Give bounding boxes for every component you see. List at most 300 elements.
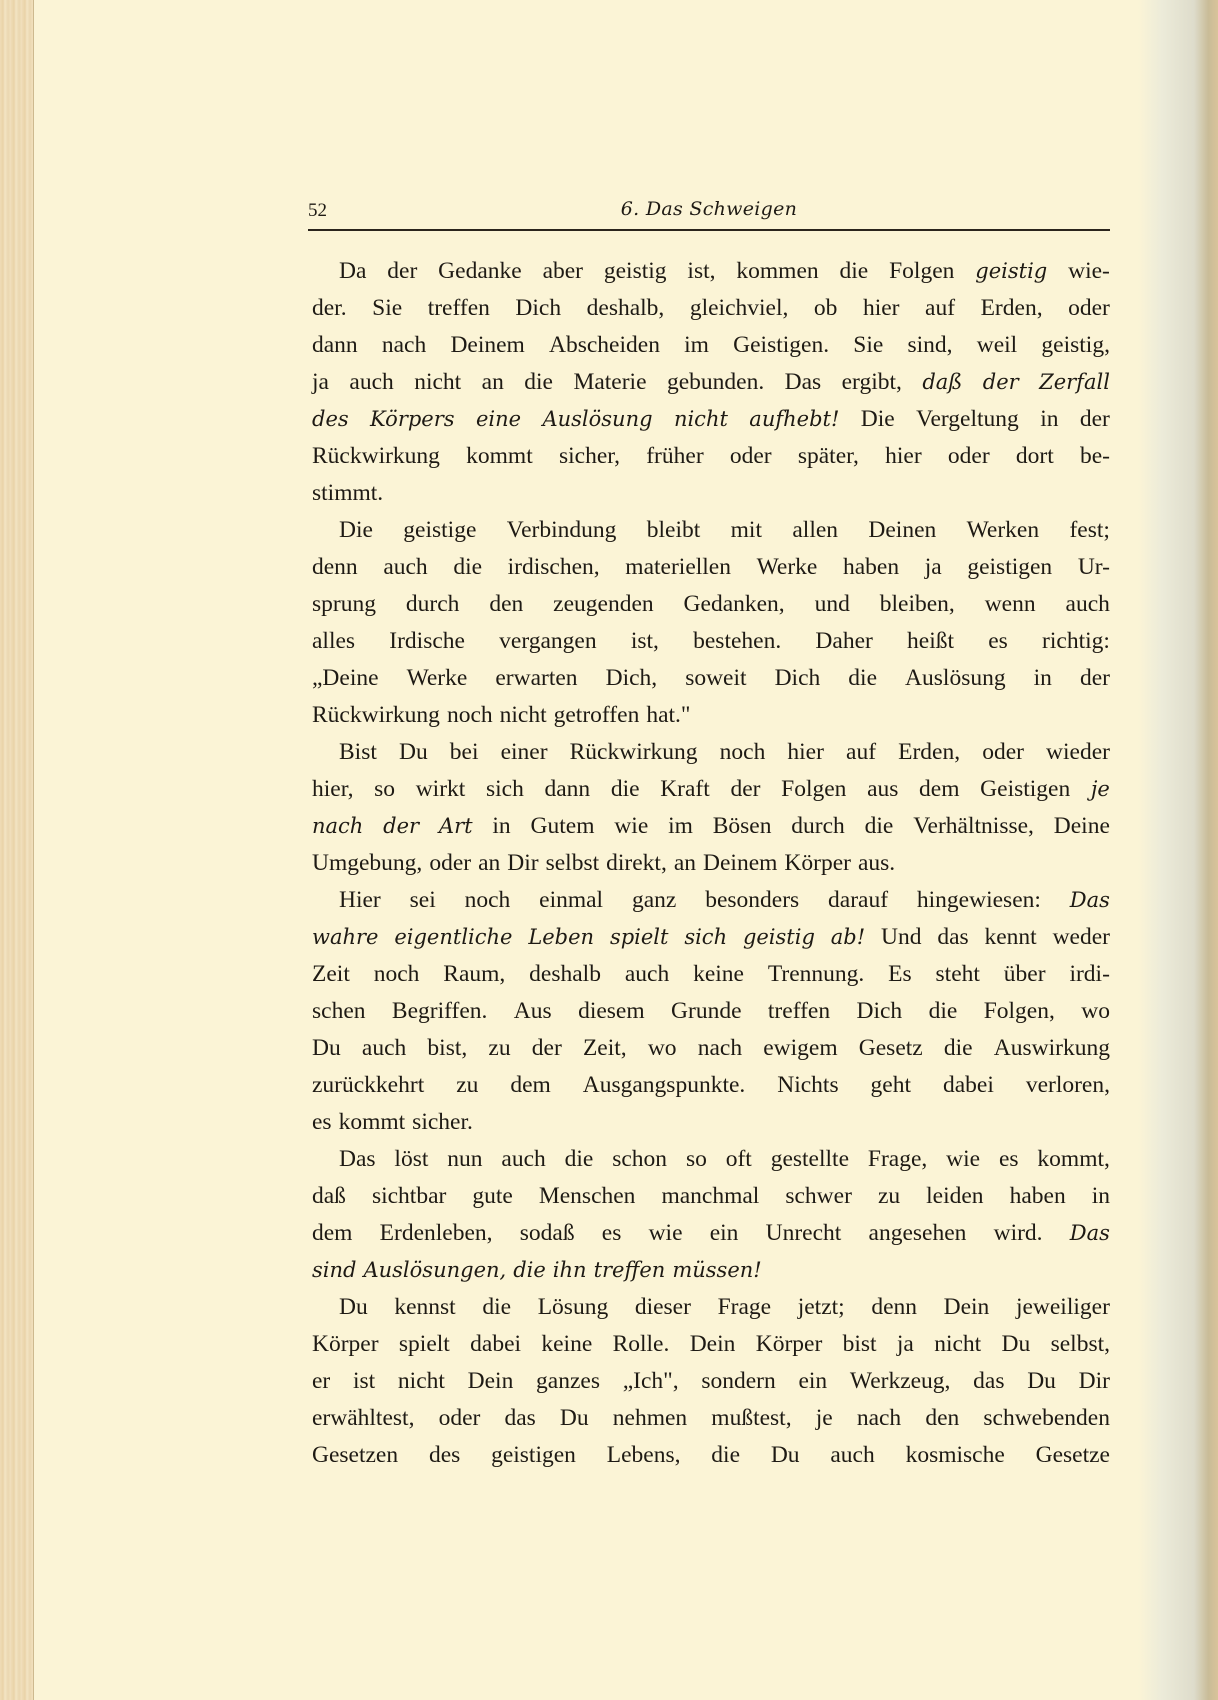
text: erwarten xyxy=(495,665,578,691)
text: direkt, xyxy=(606,850,667,876)
word xyxy=(447,697,493,734)
word xyxy=(536,1363,600,1400)
word xyxy=(508,549,600,586)
word xyxy=(660,771,710,808)
word xyxy=(705,882,799,919)
text: Ausgangspunkte. xyxy=(582,1072,746,1098)
text: auf xyxy=(846,739,877,765)
text: geistigen xyxy=(491,1442,576,1468)
text: wo xyxy=(1081,998,1110,1024)
word xyxy=(985,586,1036,623)
word xyxy=(553,586,653,623)
word xyxy=(646,438,703,475)
text: treffen xyxy=(427,295,490,321)
text: Dir xyxy=(507,850,539,876)
text: geistige xyxy=(403,517,477,543)
text: Verhältnisse, xyxy=(913,813,1034,839)
word xyxy=(312,993,366,1030)
italic-text: geistig xyxy=(742,925,815,949)
word xyxy=(312,808,363,845)
italic-text: ihn xyxy=(552,1258,587,1282)
word xyxy=(718,1289,772,1326)
text: die xyxy=(928,998,958,1024)
text-line xyxy=(312,919,1110,956)
text: Menschen xyxy=(538,1183,636,1209)
text: kennt xyxy=(984,924,1037,950)
text-line xyxy=(312,771,1110,808)
word xyxy=(1078,549,1110,586)
word xyxy=(439,1400,481,1437)
word xyxy=(763,1030,837,1067)
word xyxy=(573,364,646,401)
italic-text: treffen xyxy=(593,1258,666,1282)
text: keine xyxy=(541,1331,593,1357)
body-text xyxy=(312,253,1110,1474)
word xyxy=(312,660,379,697)
word xyxy=(1069,512,1109,549)
word xyxy=(1081,993,1110,1030)
text: kosmische xyxy=(905,1442,1005,1468)
text: Auswirkung xyxy=(993,1035,1110,1061)
word xyxy=(685,660,746,697)
text: in xyxy=(1033,665,1052,691)
word xyxy=(312,586,376,623)
text: oft xyxy=(725,1146,752,1172)
text: Du xyxy=(339,1294,368,1320)
word xyxy=(482,1289,511,1326)
text: geistig, xyxy=(1041,332,1110,358)
word xyxy=(392,993,488,1030)
word xyxy=(528,919,594,956)
word xyxy=(726,1141,752,1178)
word xyxy=(980,771,1070,808)
text: an xyxy=(481,369,504,395)
word xyxy=(495,660,577,697)
text-line xyxy=(312,623,1110,660)
text: sicher. xyxy=(412,1109,473,1135)
text: zeugenden xyxy=(553,591,654,617)
text: Dich xyxy=(515,295,562,321)
text: Du xyxy=(312,1035,341,1061)
text: sodaß xyxy=(519,1220,575,1246)
word xyxy=(510,1067,550,1104)
text: Dich xyxy=(856,998,903,1024)
word xyxy=(499,623,596,660)
word xyxy=(840,253,869,290)
text: hier xyxy=(862,295,900,321)
word xyxy=(736,253,818,290)
word xyxy=(690,290,789,327)
word xyxy=(701,1363,775,1400)
word xyxy=(631,623,659,660)
text: bleibt xyxy=(646,517,701,543)
word xyxy=(504,1400,535,1437)
word xyxy=(946,1141,980,1178)
italic-text: eine xyxy=(475,407,522,431)
word xyxy=(468,1363,514,1400)
word xyxy=(944,1289,990,1326)
word xyxy=(730,438,772,475)
italic-text: geistig xyxy=(975,259,1048,283)
text-line xyxy=(312,1067,1110,1104)
word xyxy=(1039,364,1110,401)
word xyxy=(553,1252,587,1289)
word xyxy=(447,1141,482,1178)
text: richtig: xyxy=(1042,628,1110,654)
italic-text: sich xyxy=(684,925,728,949)
text: die xyxy=(839,258,869,284)
word xyxy=(1079,1363,1110,1400)
word xyxy=(312,1363,330,1400)
chapter-title: 6. Das Schweigen xyxy=(620,198,798,220)
text: Rückwirkung xyxy=(312,702,440,728)
text: Zeit xyxy=(312,961,350,987)
text: noch xyxy=(719,739,766,765)
word xyxy=(1068,290,1110,327)
italic-text: der xyxy=(982,370,1019,394)
page-number: 52 xyxy=(308,200,327,221)
word xyxy=(380,1215,493,1252)
text: oder xyxy=(947,443,990,469)
word xyxy=(312,919,379,956)
text: Folgen xyxy=(889,258,955,284)
text: sondern xyxy=(701,1368,776,1394)
text: Dein xyxy=(467,1368,514,1394)
word xyxy=(1004,956,1046,993)
text-line xyxy=(312,438,1110,475)
word xyxy=(587,290,665,327)
text: das xyxy=(937,924,969,950)
word xyxy=(843,549,899,586)
word xyxy=(394,919,512,956)
word xyxy=(414,364,461,401)
italic-text: spielt xyxy=(609,925,669,949)
text: schwebenden xyxy=(983,1405,1110,1431)
text-line xyxy=(312,1252,1110,1289)
word xyxy=(613,1400,687,1437)
word xyxy=(546,845,600,882)
word xyxy=(594,1252,666,1289)
word xyxy=(443,956,505,993)
text: die xyxy=(564,1146,594,1172)
text: heißt xyxy=(907,628,955,654)
word xyxy=(842,364,902,401)
word xyxy=(606,845,667,882)
word xyxy=(853,327,883,364)
text: kommt, xyxy=(1037,1146,1110,1172)
text: spielt xyxy=(398,1331,450,1357)
word xyxy=(513,1252,546,1289)
text: ja xyxy=(896,1331,914,1357)
text: auch xyxy=(501,1146,546,1172)
word xyxy=(897,1326,914,1363)
word xyxy=(1069,956,1109,993)
word xyxy=(913,808,1034,845)
text: ob xyxy=(813,295,838,321)
word xyxy=(539,882,603,919)
word xyxy=(687,253,715,290)
word xyxy=(470,1326,521,1363)
word xyxy=(1091,771,1110,808)
word xyxy=(861,401,895,438)
text: wie xyxy=(946,1146,981,1172)
word xyxy=(570,734,698,771)
word xyxy=(362,1030,406,1067)
text: löst xyxy=(394,1146,429,1172)
text: Sie xyxy=(853,332,884,358)
word xyxy=(1066,586,1110,623)
word xyxy=(429,1437,460,1474)
text: Unrecht xyxy=(765,1220,842,1246)
text: Dein xyxy=(689,1331,736,1357)
word xyxy=(363,1252,506,1289)
text: im xyxy=(668,813,693,839)
text: Erden, xyxy=(980,295,1043,321)
word xyxy=(612,1141,667,1178)
word xyxy=(943,1067,994,1104)
text: den xyxy=(489,591,524,617)
text: sei xyxy=(409,887,436,913)
text: sind, xyxy=(907,332,953,358)
text: Du xyxy=(770,1442,800,1468)
word xyxy=(602,1215,622,1252)
text: sich xyxy=(485,776,524,802)
text: Grunde xyxy=(671,998,742,1024)
text: selbst xyxy=(545,850,600,876)
word xyxy=(690,1326,736,1363)
word xyxy=(684,327,709,364)
text: Ur- xyxy=(1077,554,1110,580)
word xyxy=(925,1400,959,1437)
text: ist, xyxy=(630,628,659,654)
word xyxy=(456,1067,478,1104)
text: dabei xyxy=(942,1072,994,1098)
word xyxy=(529,956,601,993)
word xyxy=(994,1215,1043,1252)
text: Deinem xyxy=(450,332,525,358)
text: die xyxy=(864,813,894,839)
word xyxy=(382,327,426,364)
text: Lebens, xyxy=(606,1442,681,1468)
text-line xyxy=(312,364,1110,401)
word xyxy=(937,919,968,956)
word xyxy=(450,734,479,771)
italic-text: wahre xyxy=(312,925,379,949)
word xyxy=(515,290,561,327)
text-line xyxy=(312,1141,1110,1178)
text: wenn xyxy=(984,591,1036,617)
word xyxy=(438,253,522,290)
text: Lösung xyxy=(537,1294,609,1320)
word xyxy=(403,512,476,549)
text: hier, xyxy=(312,776,354,802)
text: Materie xyxy=(573,369,647,395)
text-line xyxy=(312,512,1110,549)
text: kommt xyxy=(338,1109,406,1135)
word xyxy=(439,808,473,845)
text: be- xyxy=(1079,443,1110,469)
word xyxy=(869,1215,967,1252)
text: des xyxy=(428,1442,461,1468)
text: allen xyxy=(792,517,839,543)
text: geistigen xyxy=(967,554,1053,580)
word xyxy=(871,1289,917,1326)
word xyxy=(672,1252,761,1289)
text-line xyxy=(312,1104,1110,1141)
gutter-shadow xyxy=(1138,0,1218,1700)
word xyxy=(583,1030,627,1067)
word xyxy=(880,586,955,623)
word xyxy=(936,956,980,993)
text: Zeit, xyxy=(582,1035,627,1061)
text: Verbindung xyxy=(506,517,617,543)
word xyxy=(711,1400,791,1437)
word xyxy=(981,290,1043,327)
text: der xyxy=(387,258,418,284)
text: kennst xyxy=(394,1294,456,1320)
text: die xyxy=(453,554,483,580)
text: sichtbar xyxy=(371,1183,447,1209)
word xyxy=(999,1141,1019,1178)
text: ergibt, xyxy=(841,369,902,395)
page-stack-edge xyxy=(0,0,34,1700)
text: jetzt; xyxy=(797,1294,845,1320)
word xyxy=(984,993,1055,1030)
text: Die xyxy=(860,406,895,432)
word xyxy=(312,1178,346,1215)
word xyxy=(472,1178,512,1215)
text: Nichts xyxy=(777,1072,839,1098)
text: Daher xyxy=(815,628,873,654)
word xyxy=(684,586,785,623)
text: Es xyxy=(888,961,912,987)
text: bist, xyxy=(427,1035,468,1061)
text: auf xyxy=(925,295,956,321)
word xyxy=(383,808,419,845)
word xyxy=(606,660,658,697)
word xyxy=(934,1326,981,1363)
text-line xyxy=(312,697,1110,734)
word xyxy=(878,1178,900,1215)
word xyxy=(975,253,1047,290)
italic-text: daß xyxy=(922,370,963,394)
text: Hier xyxy=(339,887,381,913)
word xyxy=(781,771,846,808)
word xyxy=(623,1363,679,1400)
italic-text: Art xyxy=(438,814,473,838)
text-line xyxy=(312,660,1110,697)
word xyxy=(815,586,850,623)
text: aus. xyxy=(857,850,896,876)
text: hat." xyxy=(646,702,691,728)
word xyxy=(988,623,1008,660)
text-line xyxy=(312,1363,1110,1400)
text: nehmen xyxy=(612,1405,688,1431)
text-line xyxy=(312,1178,1110,1215)
text: Gedanken, xyxy=(683,591,785,617)
word xyxy=(775,660,821,697)
text: oder xyxy=(729,443,772,469)
word xyxy=(492,808,510,845)
text: die xyxy=(482,1294,512,1320)
word xyxy=(771,1437,800,1474)
word xyxy=(312,1030,341,1067)
word xyxy=(635,1289,691,1326)
text: durch xyxy=(791,813,845,839)
text: bestehen. xyxy=(693,628,782,654)
word xyxy=(399,1326,450,1363)
text: Irdische xyxy=(389,628,465,654)
word xyxy=(520,1215,575,1252)
text: einer xyxy=(500,739,548,765)
text: nach xyxy=(856,1405,902,1431)
text: Körper xyxy=(312,1331,379,1357)
text: ist, xyxy=(687,258,716,284)
text: früher xyxy=(646,443,704,469)
word xyxy=(453,549,482,586)
text: steht xyxy=(935,961,980,987)
word xyxy=(387,253,417,290)
text: soweit xyxy=(685,665,747,691)
text: materiellen xyxy=(625,554,731,580)
text: Gesetz xyxy=(858,1035,923,1061)
word xyxy=(312,623,355,660)
word xyxy=(720,734,766,771)
text: mit xyxy=(730,517,762,543)
word xyxy=(846,734,876,771)
text: Körper xyxy=(755,1331,823,1357)
word xyxy=(967,549,1052,586)
word xyxy=(427,1030,467,1067)
text: kommt xyxy=(466,443,533,469)
text: Frage, xyxy=(867,1146,928,1172)
word xyxy=(478,845,500,882)
word xyxy=(792,512,838,549)
text: später, xyxy=(797,443,859,469)
italic-text: je xyxy=(1090,777,1110,801)
text: den xyxy=(925,1405,960,1431)
word xyxy=(1080,438,1110,475)
word xyxy=(791,808,845,845)
word xyxy=(929,993,958,1030)
text: Vergeltung xyxy=(916,406,1019,432)
text: und xyxy=(814,591,850,617)
word xyxy=(372,1178,446,1215)
word xyxy=(312,549,358,586)
text: haben xyxy=(1009,1183,1066,1209)
text: aus xyxy=(867,776,899,802)
text-line xyxy=(312,1437,1110,1474)
word xyxy=(1054,808,1110,845)
text: nicht xyxy=(414,369,462,395)
text: Werkzeug, xyxy=(849,1368,951,1394)
word xyxy=(500,697,547,734)
text: ja xyxy=(924,554,942,580)
text: Werken xyxy=(966,517,1040,543)
word xyxy=(339,1141,376,1178)
word xyxy=(339,253,366,290)
text: Deinem xyxy=(703,850,778,876)
word xyxy=(785,1178,852,1215)
text-line xyxy=(312,734,1110,771)
word xyxy=(632,882,676,919)
text: Du xyxy=(1001,1331,1031,1357)
word xyxy=(711,1437,740,1474)
word xyxy=(312,1067,424,1104)
text: geistig xyxy=(603,258,667,284)
word xyxy=(843,1326,877,1363)
text-line xyxy=(312,586,1110,623)
